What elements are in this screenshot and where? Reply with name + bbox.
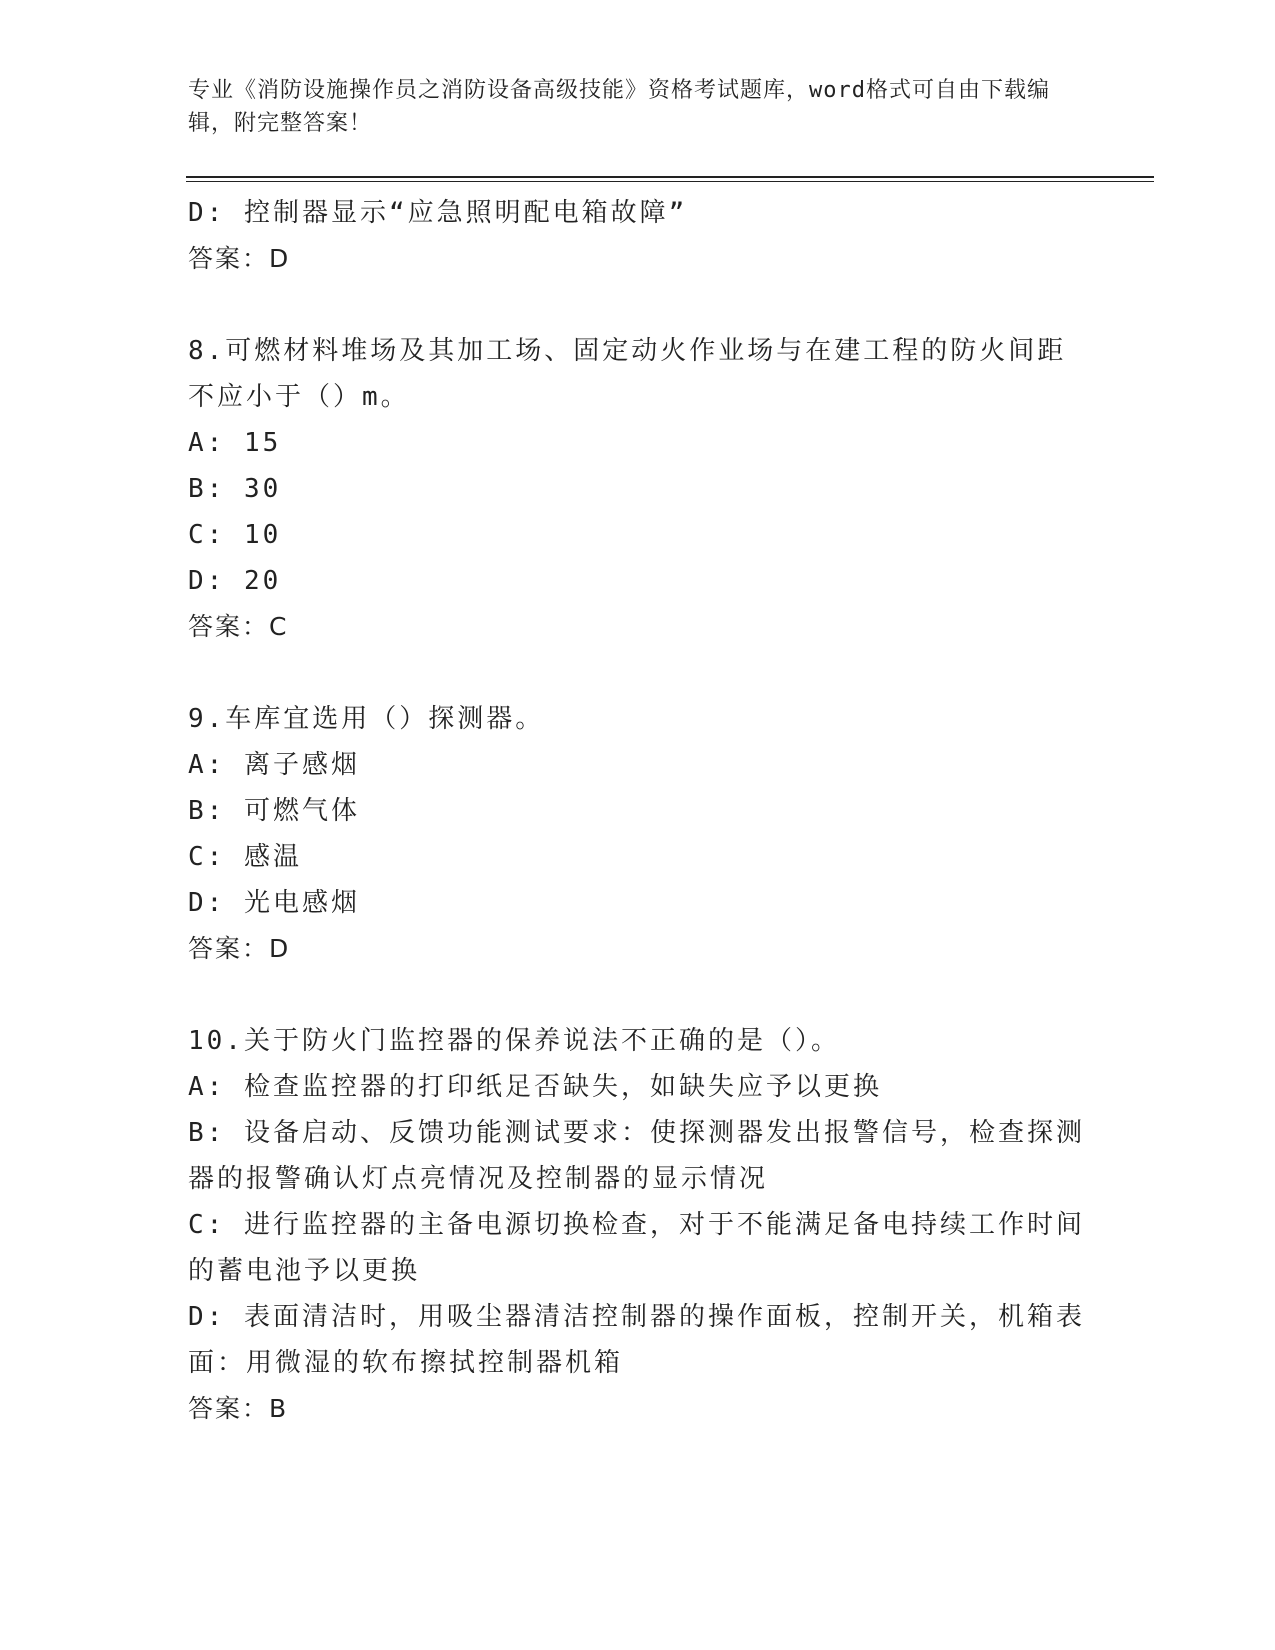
option-d: D: 光电感烟: [188, 888, 360, 918]
spacer: [188, 282, 1088, 328]
option-a: A: 15: [188, 428, 282, 458]
spacer: [188, 972, 1088, 1018]
question-stem: 10.关于防火门监控器的保养说法不正确的是（）。: [188, 1026, 840, 1056]
question-8: [188, 328, 1088, 650]
answer: 答案：C: [188, 612, 289, 641]
option-b: B: 可燃气体: [188, 796, 360, 826]
option-c: C: 感温: [188, 842, 302, 872]
header-divider-thin: [186, 181, 1154, 182]
question-9: [188, 696, 1088, 972]
option-a: A: 检查监控器的打印纸足否缺失，如缺失应予以更换: [188, 1072, 882, 1102]
question-10: [188, 1018, 1088, 1432]
option-d: D: 表面清洁时，用吸尘器清洁控制器的操作面板，控制开关，机箱表面：用微湿的软布擦拭控制器机箱: [188, 1302, 1085, 1378]
spacer: [188, 650, 1088, 696]
answer: 答案：D: [188, 934, 291, 963]
document-header: 专业《消防设施操作员之消防设备高级技能》资格考试题库，word格式可自由下载编辑，附完整答案！: [188, 78, 1050, 136]
option-c: C: 进行监控器的主备电源切换检查，对于不能满足备电持续工作时间的蓄电池予以更换: [188, 1210, 1085, 1286]
option-b: B: 设备启动、反馈功能测试要求：使探测器发出报警信号，检查探测器的报警确认灯点亮情况及控制器的显示情况: [188, 1118, 1085, 1194]
answer: 答案：B: [188, 1394, 289, 1423]
option-c: C: 10: [188, 520, 282, 550]
question-stem: 9.车库宜选用（）探测器。: [188, 704, 545, 734]
prev-question-option-d: D: 控制器显示“应急照明配电箱故障”: [188, 198, 688, 228]
option-b: B: 30: [188, 474, 282, 504]
question-stem: 8.可燃材料堆场及其加工场、固定动火作业场与在建工程的防火间距不应小于（）m。: [188, 336, 1067, 412]
option-d: D: 20: [188, 566, 282, 596]
prev-question-answer: 答案：D: [188, 244, 291, 273]
question-content: [188, 190, 1088, 1432]
option-a: A: 离子感烟: [188, 750, 360, 780]
header-divider-thick: [186, 176, 1154, 178]
